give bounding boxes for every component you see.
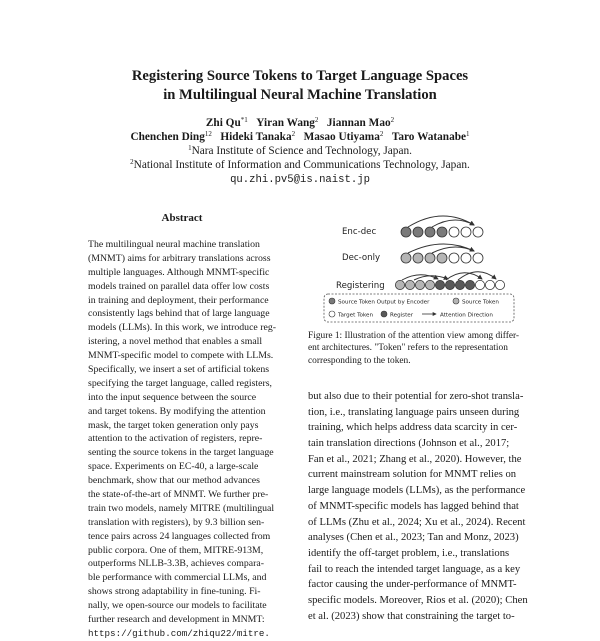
deconly-row [342, 244, 483, 263]
abstract-line: and target tokens. By modifying the attention [88, 405, 266, 417]
affiliation-1 [0, 144, 600, 159]
encdec-label: Enc-dec [342, 227, 377, 237]
body-line: of LLMs (Zhu et al., 2024; Xu et al., 2024). Recent [308, 516, 526, 528]
abstract-line: istering, a novel method that enables a small [88, 336, 263, 348]
abstract-line: The multilingual neural machine translation [88, 239, 260, 250]
source-token [405, 280, 414, 289]
legend-attention-label: Attention Direction [440, 312, 493, 319]
body-line: specific models. Moreover, Rios et al. (2020); Chen [308, 594, 528, 606]
legend-target-token-swatch [329, 311, 335, 317]
abstract-line: shows strong adaptability in fine-tuning. Fi- [88, 586, 261, 598]
registering-row [336, 272, 505, 291]
legend-register-label: Register [390, 312, 414, 319]
author-row-1 [0, 116, 600, 131]
body-line: tion, i.e., translating language pairs unseen during [308, 406, 520, 418]
target-token [473, 253, 483, 263]
abstract-line: senting the source tokens in the target language [88, 447, 274, 459]
body-line: of MNMT-specific models has lagged behind that [308, 500, 519, 512]
abstract-line: tence pairs across 24 languages collected from [88, 530, 271, 542]
body-line: large language models (LLMs), as the performance [308, 485, 526, 497]
target-token [449, 253, 459, 263]
target-token [485, 280, 494, 289]
paper-title-line-1: Registering Source Tokens to Target Language Spaces [131, 68, 469, 84]
repository-link[interactable]: https://github.com/zhiqu22/mitre. [88, 627, 270, 639]
source-output-token [437, 227, 447, 237]
abstract-line: MNMT-specific model to compete with LLMs. [88, 350, 274, 362]
author-name: Hideki Tanaka [220, 131, 292, 143]
affiliation-sup: 1 [188, 144, 192, 152]
author-sup: 2 [314, 116, 319, 124]
target-token [475, 280, 484, 289]
source-output-token [401, 227, 411, 237]
body-line: et al. (2023) show that constraining the target to- [308, 610, 515, 622]
author-name: Jiannan Mao [326, 117, 391, 129]
target-token [449, 227, 459, 237]
caption-line: ent architectures. "Token" refers to the representation [308, 343, 508, 354]
deconly-arrow-1 [408, 244, 474, 253]
body-line: tain translation directions (Johnson et al., 2017; [308, 438, 510, 450]
abstract-heading: Abstract [161, 212, 203, 224]
author-name: Yiran Wang [256, 117, 315, 129]
source-token [437, 253, 447, 263]
abstract-line: specifying the target language, called registers, [88, 377, 272, 389]
target-token [461, 227, 471, 237]
source-token [415, 280, 424, 289]
abstract-line: attention to the activation of registers, repre- [88, 433, 263, 445]
source-token [401, 253, 411, 263]
source-token [425, 253, 435, 263]
caption-line: corresponding to the token. [308, 355, 411, 366]
author-email[interactable]: qu.zhi.pv5@is.naist.jp [230, 174, 370, 186]
abstract-line: benchmark, show that our method advances [88, 475, 260, 487]
author-name: Taro Watanabe [391, 131, 467, 143]
body-line: analyses (Chen et al., 2023; Tan and Monz, 2023) [308, 532, 519, 544]
registering-label: Registering [336, 281, 385, 291]
source-output-token [425, 227, 435, 237]
body-line: factor causing the under-performance of MNMT- [308, 579, 517, 591]
author-name: Masao Utiyama [303, 131, 380, 143]
abstract-line: models (LLMs). In this work, we introduce reg- [88, 322, 277, 334]
source-token [395, 280, 404, 289]
abstract-line: multiple languages. Although MNMT-specific [88, 266, 270, 278]
abstract-line: outperforms NLLB-3.3B, achieves compara- [88, 558, 265, 570]
target-token [461, 253, 471, 263]
abstract-line: consistently lags behind that of large language [88, 308, 270, 320]
encdec-row [342, 216, 483, 237]
legend-register-swatch [381, 311, 387, 317]
author-sup: 12 [204, 130, 212, 138]
abstract-line: models trained on parallel data offer low costs [88, 280, 270, 292]
body-line: training, which helps address data scarcity in cer- [308, 422, 518, 434]
affiliation-text: National Institute of Information and Communications Technology, Japan. [133, 159, 470, 171]
author-sup: 2 [291, 130, 296, 138]
abstract-line: further research and development in MNMT: [88, 614, 265, 626]
body-line: Fan et al., 2021; Zhang et al., 2020). However, the [308, 453, 522, 465]
source-token [413, 253, 423, 263]
body-line: current mainstream solution for MNMT relies on [308, 469, 517, 481]
author-sup: *1 [240, 116, 248, 124]
author-name: Chenchen Ding [130, 131, 205, 143]
author-name: Zhi Qu [205, 117, 241, 129]
abstract-line: (MNMT) aims for arbitrary translations across [88, 252, 271, 264]
body-line: fail to reach the intended target language, as a key [308, 563, 521, 575]
abstract-line: space. Experiments on EC-40, a large-scale [88, 461, 259, 473]
legend-source-token-swatch [453, 298, 459, 304]
legend-source-output-swatch [329, 298, 335, 304]
abstract-line: mask, the target token generation only pays [88, 419, 259, 431]
body-line: identify the off-target problem, i.e., translations [308, 547, 510, 559]
target-token [473, 227, 483, 237]
body-line: but also due to their potential for zero-shot transla- [308, 391, 524, 402]
abstract-line: the state-of-the-art of MNMT. We further pre- [88, 489, 269, 501]
legend-source-token-label: Source Token [462, 299, 499, 306]
figure-caption [308, 330, 522, 367]
paper-title-line-2: in Multilingual Neural Machine Translation [163, 87, 437, 103]
author-sup: 2 [390, 116, 395, 124]
figure-legend [324, 294, 514, 322]
abstract-line: in training and deployment, their performance [88, 294, 269, 306]
abstract-line: Specifically, we insert a set of artificial tokens [88, 364, 270, 376]
body-text-right-column [308, 389, 528, 624]
affiliation-2 [0, 158, 600, 173]
abstract-line: translation with registers), by 9.3 billion sen- [88, 516, 265, 528]
abstract-line: nally, we open-source our models to facilitate [88, 600, 267, 612]
abstract-line: ble performance with commercial LLMs, and [88, 572, 267, 584]
affiliation-text: Nara Institute of Science and Technology, Japan. [191, 145, 412, 157]
caption-line: Figure 1: Illustration of the attention view among differ- [308, 331, 520, 341]
register-token [445, 280, 454, 289]
abstract-body [88, 238, 276, 641]
author-sup: 2 [379, 130, 384, 138]
target-token [495, 280, 504, 289]
source-output-token [413, 227, 423, 237]
legend-target-token-label: Target Token [338, 312, 373, 319]
deconly-label: Dec-only [342, 253, 381, 263]
abstract-line: train two models, namely MITRE (multilingual [88, 502, 275, 514]
abstract-line: into the input sequence between the source [88, 391, 257, 403]
register-token [465, 280, 474, 289]
encdec-arrow-2 [432, 220, 474, 227]
author-row-2 [0, 130, 600, 145]
author-sup: 1 [466, 130, 470, 138]
legend-source-output-label: Source Token Output by Encoder [338, 299, 430, 306]
abstract-line: public corpora. One of them, MITRE-913M, [88, 544, 264, 556]
register-token [435, 280, 444, 289]
source-token [425, 280, 434, 289]
register-token [455, 280, 464, 289]
affiliation-sup: 2 [130, 158, 134, 166]
attention-figure [318, 208, 518, 330]
